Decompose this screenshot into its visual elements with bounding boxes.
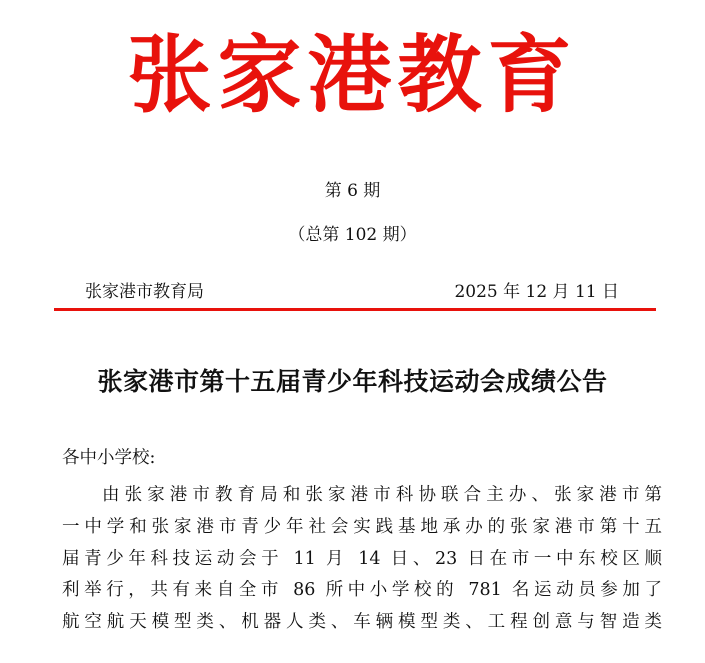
body-line: 由张家港市教育局和张家港市科协联合主办、张家港市第 [102, 485, 662, 505]
issue-total-number: （总第 102 期） [288, 225, 417, 245]
red-divider-line [54, 308, 656, 311]
issuer-name: 张家港市教育局 [85, 282, 204, 302]
body-line: 届青少年科技运动会于 11 月 14 日、23 日在市一中东校区顺 [62, 548, 662, 569]
issue-date: 2025 年 12 月 11 日 [454, 282, 619, 302]
document-title: 张家港市第十五届青少年科技运动会成绩公告 [97, 367, 608, 396]
body-line: 一中学和张家港市青少年社会实践基地承办的张家港市第十五 [62, 516, 662, 537]
body-line: 航空航天模型类、机器人类、车辆模型类、工程创意与智造类 [62, 612, 662, 633]
body-paragraph [62, 480, 662, 639]
salutation: 各中小学校: [62, 448, 156, 468]
masthead-title: 张家港教育 [127, 25, 578, 124]
body-line: 利举行，共有来自全市 86 所中小学校的 781 名运动员参加了 [62, 580, 662, 601]
issue-number: 第 6 期 [324, 181, 381, 201]
